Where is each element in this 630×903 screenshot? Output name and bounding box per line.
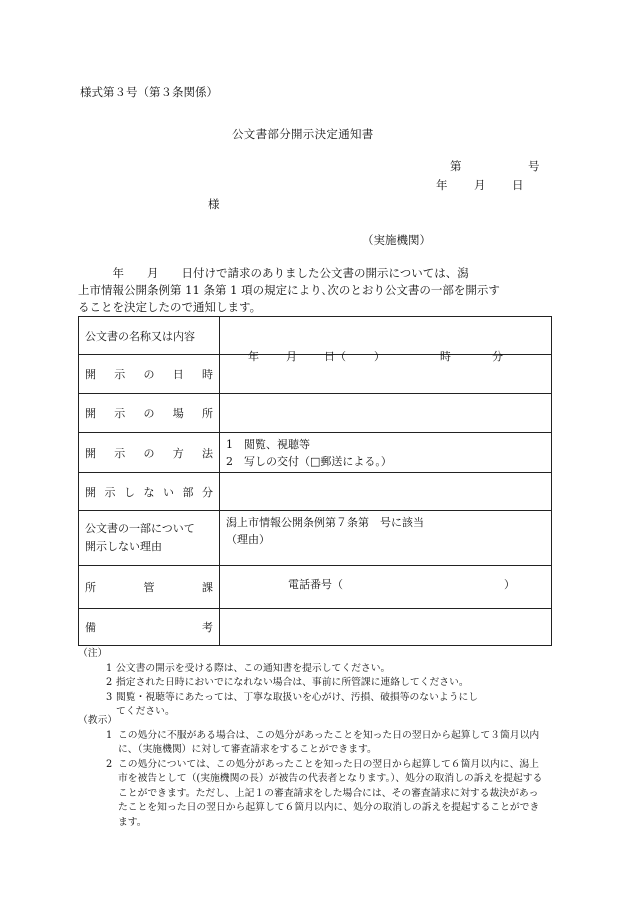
teaching-item: 2 この処分については、この処分があったことを知った日の翌日から起算して６箇月以内に、潟上市を被告として（(実施機関の長）が被告の代表者となります。）、処分の取消しの訴えを提起することができます。ただし、上記１の審査請求をした場合には、その審査請求に対する裁決があったことを知った日の翌日から起算して６箇月以内に、処分の取消しの訴えを提起することができます。 bbox=[106, 758, 543, 828]
table-row-department bbox=[79, 566, 552, 609]
department-label: 所 管 課 bbox=[79, 566, 220, 609]
recipient-suffix: 様 bbox=[208, 197, 220, 211]
disclosure-table bbox=[78, 316, 552, 646]
body-line-2: 上市情報公開条例第 11 条第 1 項の規定により､次のとおり公文書の一部を開示す bbox=[78, 283, 500, 297]
method-value bbox=[220, 433, 552, 473]
datetime-label: 開 示 の 日 時 bbox=[79, 355, 220, 394]
teaching-heading: （教示） bbox=[78, 715, 118, 726]
form-number: 様式第３号（第３条関係） bbox=[80, 85, 218, 99]
method-option-1: 1 閲覧、視聴等 bbox=[226, 437, 310, 451]
date-year: 年 bbox=[436, 178, 448, 192]
table-row-place bbox=[79, 394, 552, 433]
reason-ordinance: 潟上市情報公開条例第７条第 号に該当 bbox=[226, 516, 424, 529]
reason-value bbox=[220, 511, 552, 566]
teaching-item: 1 この処分に不服がある場合は、この処分があったことを知った日の翌日から起算して３箇月以内に、（実施機関）に対して審査請求をすることができます。 bbox=[106, 729, 540, 755]
date-month: 月 bbox=[474, 178, 486, 192]
table-row-name bbox=[79, 317, 552, 355]
nondisclosed-value bbox=[220, 473, 552, 511]
place-label: 開 示 の 場 所 bbox=[79, 394, 220, 433]
method-label: 開 示 の 方 法 bbox=[79, 433, 220, 473]
note-item: 2 指定された日時においでになれない場合は、事前に所管課に連絡してください。 bbox=[106, 677, 469, 688]
place-value bbox=[220, 394, 552, 433]
body-paragraph bbox=[78, 265, 548, 316]
table-row-reason bbox=[79, 511, 552, 566]
phone-label: 電話番号（ bbox=[288, 578, 343, 591]
note-item: 1 公文書の開示を受ける際は、この通知書を提示してください。 bbox=[106, 662, 391, 674]
doc-number-prefix: 第 bbox=[450, 159, 462, 173]
document-title: 公文書部分開示決定通知書 bbox=[232, 127, 374, 141]
department-value bbox=[220, 566, 552, 609]
reason-text-label: （理由） bbox=[226, 533, 270, 546]
note-item: 3 閲覧・視聴等にあたっては、丁寧な取扱いを心がけ、汚損、破損等のないようにし bbox=[106, 691, 479, 703]
nondisclosed-label: 開 示 し な い 部 分 bbox=[79, 473, 220, 511]
table-row-method bbox=[79, 433, 552, 473]
body-line-1: 年 月 日付けで請求のありました公文書の開示については、潟 bbox=[78, 266, 469, 280]
body-line-3: ることを決定したので通知します。 bbox=[78, 300, 262, 314]
date-day: 日 bbox=[512, 178, 524, 192]
name-label: 公文書の名称又は内容 bbox=[79, 317, 220, 355]
remarks-value bbox=[220, 609, 552, 646]
table-row-remarks bbox=[79, 609, 552, 646]
table-row-datetime bbox=[79, 355, 552, 394]
method-option-2: 2 写しの交付（□郵送による。） bbox=[226, 454, 392, 468]
notes-heading: （注） bbox=[78, 648, 108, 659]
remarks-label: 備 考 bbox=[79, 609, 220, 646]
datetime-value: 年 月 日（ ） 時 分 bbox=[220, 355, 552, 394]
reason-label: 公文書の一部について 開示しない理由 bbox=[79, 511, 220, 566]
phone-close: ） bbox=[504, 578, 515, 591]
table-row-nondisclosed bbox=[79, 473, 552, 511]
teaching-section bbox=[78, 714, 548, 830]
notes-section bbox=[78, 647, 478, 720]
doc-number-suffix: 号 bbox=[528, 159, 540, 173]
note-item-continuation: てください。 bbox=[116, 706, 175, 717]
agency-label: （実施機関） bbox=[362, 233, 431, 247]
